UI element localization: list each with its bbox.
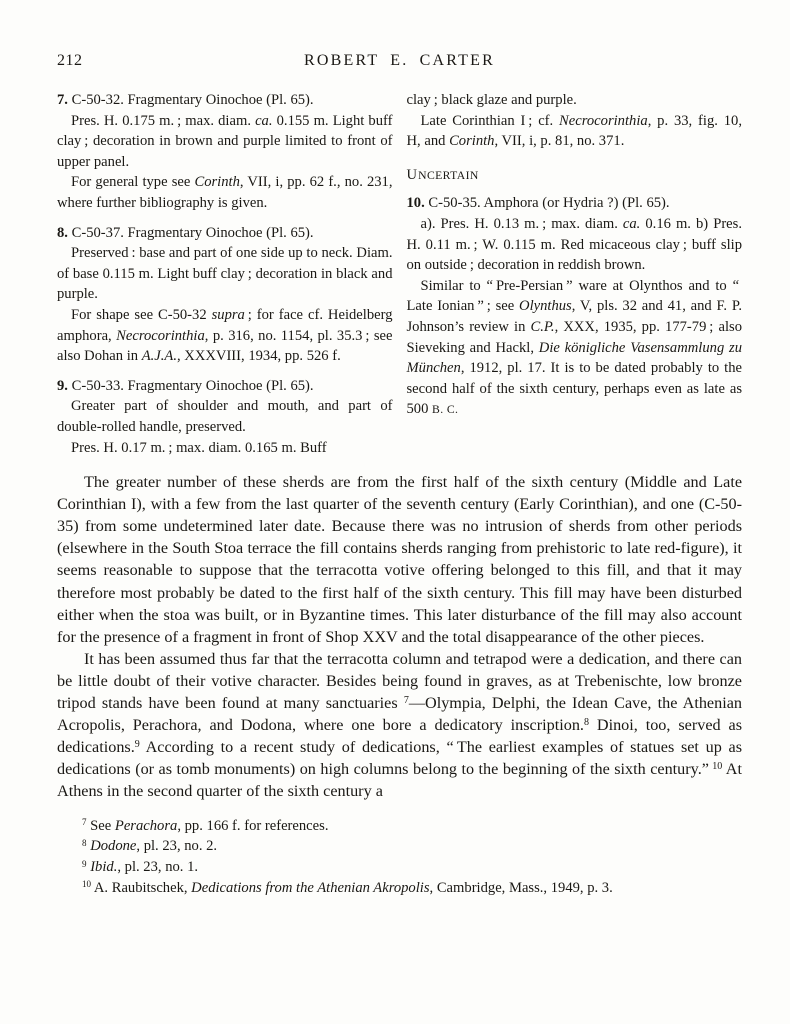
catalog-entry-7 [57, 90, 393, 214]
entry-paragraph: a). Pres. H. 0.13 m. ; max. diam. ca. 0.16 m. b) Pres. H. 0.11 m. ; W. 0.115 m. Red micaceous clay ; buff slip on outside ; decoration in reddish brown. [406, 215, 742, 274]
entry-paragraph: Pres. H. 0.175 m. ; max. diam. ca. 0.155 m. Light buff clay ; decoration in brown and purple limited to front of upper panel. [57, 112, 393, 170]
entry-paragraph: Greater part of shoulder and mouth, and part of double-rolled handle, preserved. [57, 398, 393, 435]
footnote-10: $^{10}$ A. Raubitschek, Dedications from the Athenian Akropolis, Cambridge, Mass., 1949, p. 3. [82, 879, 613, 896]
entry-paragraph: Pres. H. 0.17 m. ; max. diam. 0.165 m. Buff [71, 439, 327, 456]
entry-9-continuation: clay ; black glaze and purple. [406, 92, 577, 108]
entry-heading: 8. C-50-37. Fragmentary Oinochoe (Pl. 65). [57, 224, 314, 241]
catalog-entry-9 [57, 376, 393, 458]
running-header [57, 52, 742, 73]
entry-heading: 10. C-50-35. Amphora (or Hydria ?) (Pl. 65). [406, 195, 670, 212]
body-paragraph: The greater number of these sherds are from the first half of the sixth century (Middle and Late Corinthian I), with a few from the last quarter of the seventh century (Early Corinthian), and one (C-50-35) from some undetermined later date. Because there was no intrusion of sherds from other periods (elsewhere in the South Stoa terrace the fill contains sherds ranging from prehistoric to late red-figure), it seems reasonable to suppose that the terracotta votive offering belonged to this fill, and that it may therefore most probably be dated to the first half of the sixth century. This fill may have been disturbed either when the stoa was built, or in Byzantine times. This later disturbance of the fill may also account for the presence of a fragment in front of Shop XXV and the total disappearance of the other pieces. [57, 473, 742, 646]
entry-paragraph: For shape see C-50-32 supra ; for face cf. Heidelberg amphora, Necrocorinthia, p. 316, no. 1154, pl. 35.3 ; see also Dohan in A.J.A., XXXVIII, 1934, pp. 526 f. [57, 306, 393, 365]
catalog-left-column [57, 90, 393, 458]
page-number: 212 [57, 52, 83, 69]
section-heading-uncertain: UNCERTAIN [406, 166, 479, 183]
catalog-entry-10 [407, 193, 743, 421]
footnote-9: $^9$ Ibid., pl. 23, no. 1. [82, 858, 199, 876]
entry-paragraph: For general type see Corinth, VII, i, pp. 62 f., no. 231, where further bibliography is given. [57, 174, 393, 211]
catalog-entry-8 [57, 223, 393, 367]
body-text-section [57, 471, 742, 802]
footnotes-section [57, 816, 742, 899]
catalog-right-column [407, 90, 743, 458]
footnote-8: $^8$ Dodone, pl. 23, no. 2. [82, 837, 218, 855]
footnote-7: $^7$ See Perachora, pp. 166 f. for references. [82, 816, 329, 834]
catalog-section [57, 90, 742, 458]
entry-paragraph: Similar to “ Pre-Persian ” ware at Olynthos and to “ Late Ionian ” ; see Olynthus, V, pls. 32 and 41, and F. P. Johnson’s review in C.P., XXX, 1935, pp. 177-79 ; also Sieveking and Hackl, Die königliche Vasensammlung zu München, 1912, pl. 17. It is to be dated probably to the second half of the sixth century, perhaps even as late as 500 B. C. [406, 277, 742, 418]
entry-heading: 7. C-50-32. Fragmentary Oinochoe (Pl. 65). [57, 92, 314, 108]
body-paragraph: It has been assumed thus far that the terracotta column and tetrapod were a dedication, and there can be little doubt of their votive character. Besides being found in graves, as at Trebenischte, low bronze tripod stands have been found at many sanctuaries $^7$—Olympia, Delphi, the Idean Cave, the Athenian Acropolis, Perachora, and Dodona, where one bore a dedicatory inscription.$^8$ Dinoi, too, served as dedications.$^9$ According to a recent study of dedications, “ The earliest examples of statues set up as dedications (or as tomb monuments) on high columns belong to the beginning of the sixth century.” $^{10}$ At Athens in the second quarter of the sixth century a [57, 649, 743, 801]
entry-heading: 9. C-50-33. Fragmentary Oinochoe (Pl. 65). [57, 377, 314, 394]
entry-paragraph: Preserved : base and part of one side up to neck. Diam. of base 0.115 m. Light buff clay ; decoration in black and purple. [57, 245, 393, 303]
entry-9-continuation: Late Corinthian I ; cf. Necrocorinthia, p. 33, fig. 10, H, and Corinth, VII, i, p. 81, no. 371. [406, 112, 742, 150]
running-head-author: ROBERT E. CARTER [304, 52, 495, 69]
